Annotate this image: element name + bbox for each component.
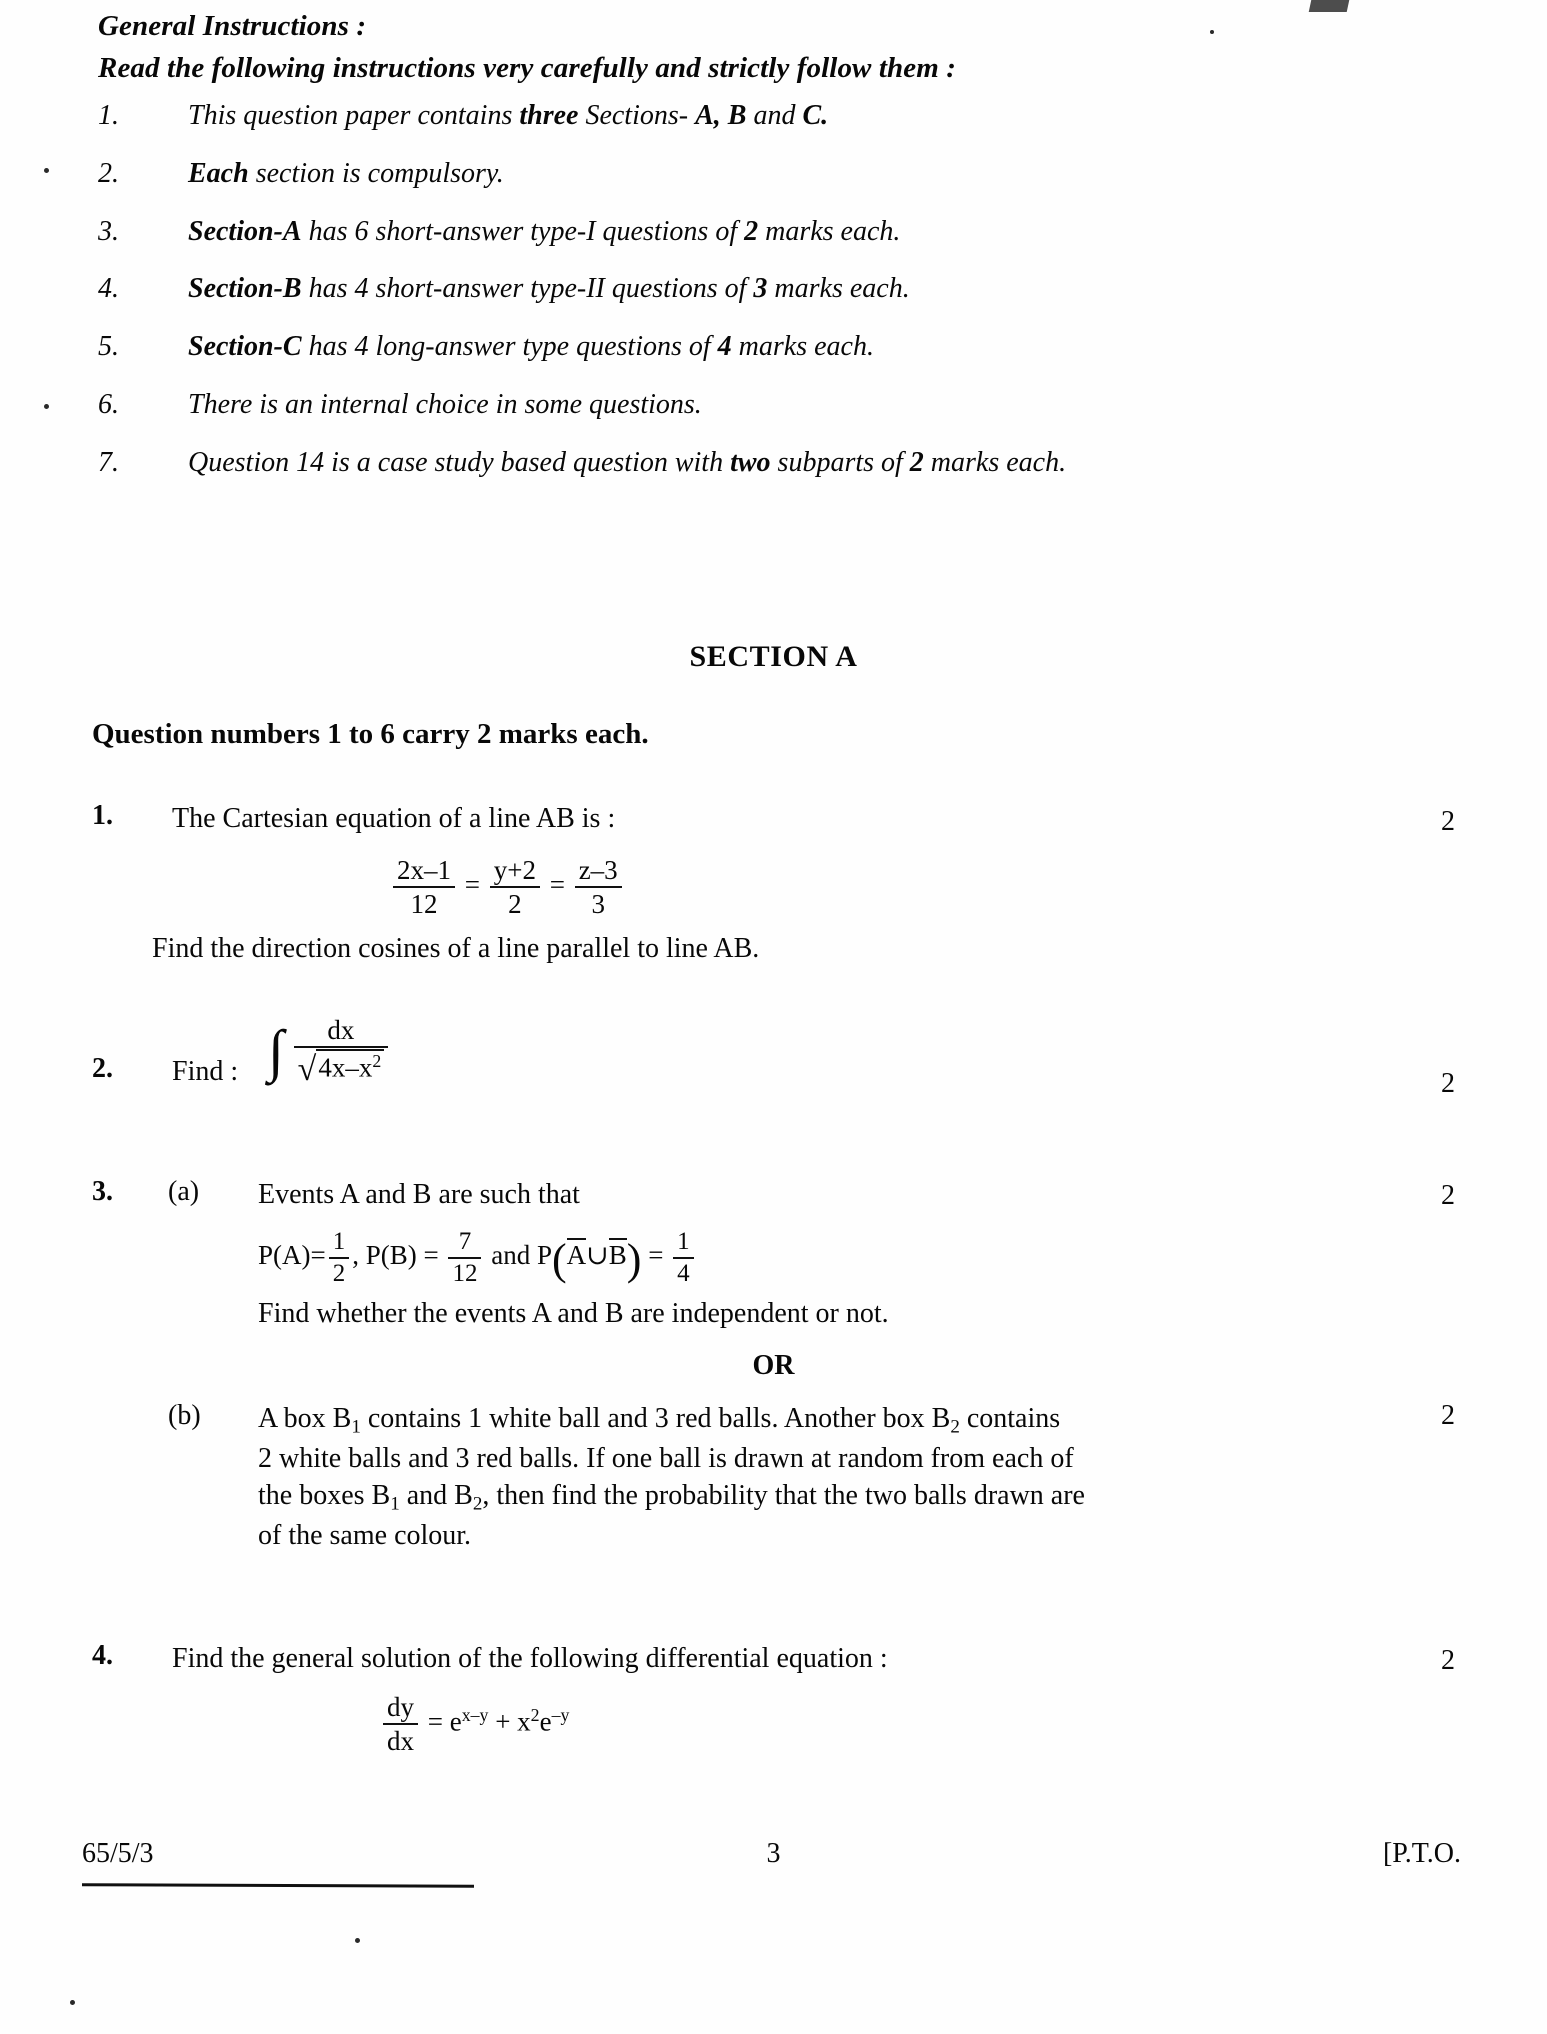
question-3a-label: (a)	[168, 1176, 200, 1207]
p-b-value	[448, 1228, 481, 1288]
subscript-1: 1	[351, 1416, 361, 1438]
fraction-denominator: dx	[387, 1726, 414, 1757]
text-part: contains	[959, 1403, 1061, 1434]
fraction-numerator: 1	[329, 1228, 350, 1259]
question-3b-line-3	[258, 1477, 1268, 1517]
instruction-text: Section-A has 6 short-answer type-I questions of 2 marks each.	[188, 215, 901, 247]
section-title: SECTION A	[689, 640, 858, 673]
term-2-exponent: 2	[530, 1705, 540, 1726]
question-4-equation	[380, 1692, 569, 1756]
or-divider: OR	[752, 1350, 795, 1381]
footer-rule	[82, 1883, 474, 1888]
radicand-term-2: x	[358, 1052, 373, 1083]
integrand-numerator: dx	[294, 1015, 389, 1048]
comma-separator: ,	[352, 1240, 366, 1271]
instruction-text: This question paper contains three Sections- A, B and C.	[188, 100, 829, 131]
equals-sign: =	[648, 1240, 664, 1271]
a-complement: A	[566, 1240, 587, 1271]
scan-speck	[70, 2000, 75, 2005]
subscript-2: 2	[950, 1416, 960, 1438]
equals-sign: =	[427, 1706, 443, 1737]
question-1-stem: The Cartesian equation of a line AB is :	[172, 803, 616, 834]
question-3b-line-1	[258, 1400, 1268, 1440]
radicand-operator: –	[345, 1052, 359, 1083]
scan-speck	[44, 404, 49, 409]
instruction-text: Each section is compulsory.	[188, 157, 504, 189]
instruction-item	[98, 271, 1358, 307]
radicand	[316, 1049, 384, 1083]
fraction-denominator: 3	[591, 889, 605, 920]
p-b-label: P(B) =	[365, 1240, 439, 1271]
instruction-number: 6.	[98, 389, 119, 421]
conjunction-and: and	[491, 1240, 531, 1271]
fraction-numerator: y+2	[490, 855, 540, 888]
text-part: contains 1 white ball and 3 red balls. Another box B	[360, 1403, 951, 1434]
fraction-numerator: 7	[448, 1228, 481, 1259]
question-1-marks: 2	[1441, 806, 1455, 837]
b-complement: B	[608, 1240, 627, 1271]
fraction-numerator: 1	[673, 1228, 694, 1259]
instruction-text: Question 14 is a case study based question with two subparts of 2 marks each.	[188, 446, 1067, 478]
section-marks-note: Question numbers 1 to 6 carry 2 marks each.	[92, 718, 649, 750]
text-part: A box B	[258, 1403, 352, 1434]
question-3a-probabilities	[258, 1228, 697, 1288]
question-1-tail: Find the direction cosines of a line parallel to line AB.	[152, 933, 760, 964]
plus-sign: +	[495, 1706, 511, 1737]
instruction-number: 7.	[98, 446, 119, 478]
question-2-label: Find :	[172, 1056, 239, 1087]
union-symbol: ∪	[586, 1240, 609, 1271]
term-3-exponent: –y	[551, 1705, 570, 1726]
fraction-numerator: dy	[383, 1692, 418, 1725]
scan-speck	[355, 1938, 360, 1943]
fraction-numerator: z–3	[575, 855, 622, 888]
instruction-item	[98, 214, 1358, 250]
question-4-marks: 2	[1441, 1645, 1455, 1676]
equals-sign: =	[549, 869, 565, 900]
instruction-text: Section-C has 4 long-answer type questions of 4 marks each.	[188, 331, 874, 363]
term-2-base: x	[517, 1706, 531, 1737]
integrand-fraction	[294, 1015, 389, 1089]
subscript-2: 2	[472, 1493, 483, 1515]
fraction-denominator: 12	[410, 889, 438, 920]
right-paren: )	[626, 1235, 642, 1285]
p-union-label: P	[536, 1240, 552, 1271]
instructions-list	[98, 98, 1358, 503]
fraction-numerator: 2x–1	[393, 855, 455, 888]
integrand-denominator	[294, 1048, 389, 1088]
scan-speck	[44, 168, 49, 173]
question-1-equation	[390, 855, 625, 919]
p-a-label: P(A)=	[258, 1240, 326, 1271]
question-3-number: 3.	[92, 1176, 113, 1207]
fraction-denominator: 12	[452, 1260, 478, 1287]
instruction-text: There is an internal choice in some questions.	[188, 389, 702, 421]
derivative-fraction	[383, 1692, 418, 1756]
scan-speck	[1210, 30, 1214, 34]
fraction-denominator: 2	[332, 1260, 346, 1287]
radicand-exponent: 2	[372, 1051, 382, 1072]
radical-sign: √	[297, 1050, 317, 1088]
radicand-term-1: 4x	[318, 1052, 346, 1083]
instruction-number: 3.	[98, 215, 119, 247]
question-4-stem: Find the general solution of the following differential equation :	[172, 1643, 888, 1674]
general-instructions-subheading: Read the following instructions very carefully and strictly follow them :	[98, 52, 956, 84]
fraction-1	[393, 855, 455, 919]
equals-sign: =	[464, 869, 480, 900]
instruction-item	[98, 329, 1358, 365]
general-instructions-heading: General Instructions :	[98, 10, 367, 42]
question-3b-line-2: 2 white balls and 3 red balls. If one ball is drawn at random from each of	[258, 1442, 1074, 1474]
question-4-number: 4.	[92, 1640, 113, 1671]
instruction-item	[98, 445, 1358, 481]
question-3a-marks: 2	[1441, 1180, 1455, 1211]
term-1-exponent: x–y	[461, 1705, 489, 1726]
question-2-number: 2.	[92, 1053, 113, 1084]
instruction-number: 2.	[98, 157, 119, 189]
question-2-marks: 2	[1441, 1068, 1455, 1099]
instruction-number: 4.	[98, 273, 119, 305]
question-2-integral	[268, 1015, 391, 1089]
subscript-1: 1	[390, 1493, 400, 1515]
scan-corner-mark	[1309, 0, 1350, 12]
text-part: the boxes B	[258, 1480, 391, 1512]
fraction-denominator: 2	[508, 889, 522, 920]
term-3-base: e	[539, 1706, 552, 1737]
left-paren: (	[551, 1235, 567, 1285]
fraction-2	[490, 855, 540, 919]
question-3b-line-4: of the same colour.	[258, 1520, 472, 1552]
question-3b-marks: 2	[1441, 1400, 1455, 1431]
term-1-base: e	[449, 1706, 462, 1737]
p-a-value	[329, 1228, 350, 1288]
text-part: , then find the probability that the two balls drawn are	[482, 1480, 1085, 1512]
paper-code: 65/5/3	[82, 1838, 154, 1869]
fraction-3	[575, 855, 622, 919]
instruction-item	[98, 156, 1358, 192]
question-1-number: 1.	[92, 800, 113, 831]
fraction-denominator: 4	[677, 1260, 690, 1287]
p-union-value	[673, 1228, 694, 1288]
text-part: and B	[399, 1480, 473, 1512]
question-3a-tail: Find whether the events A and B are independent or not.	[258, 1298, 889, 1329]
pto-marker: [P.T.O.	[1382, 1838, 1461, 1869]
page-number: 3	[766, 1838, 781, 1869]
instruction-number: 1.	[98, 100, 119, 131]
integral-sign: ∫	[268, 1018, 284, 1083]
question-3a-stem: Events A and B are such that	[258, 1179, 580, 1210]
square-root	[298, 1049, 385, 1088]
question-3b-text	[258, 1400, 1268, 1555]
instruction-number: 5.	[98, 331, 119, 363]
instruction-item	[98, 387, 1358, 423]
instruction-text: Section-B has 4 short-answer type-II questions of 3 marks each.	[188, 273, 910, 305]
question-3b-label: (b)	[168, 1400, 201, 1431]
instruction-item	[98, 98, 1358, 134]
